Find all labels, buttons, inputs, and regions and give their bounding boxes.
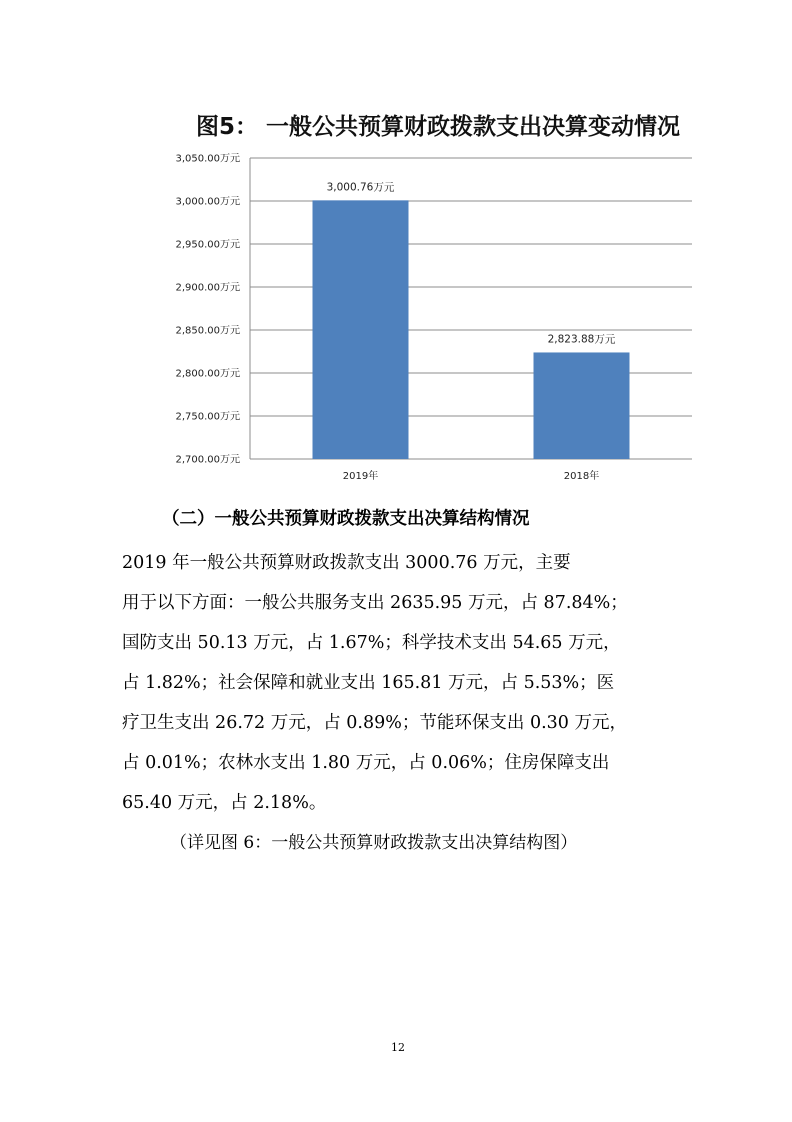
page-number: 12 [391,1041,405,1054]
paragraph-line: 2019 年一般公共预算财政拨款支出 3000.76 万元，主要 [122,553,571,573]
chart-title: 图5： 一般公共预算财政拨款支出决算变动情况 [196,114,681,140]
bar [313,200,409,459]
figure-reference-caption: （详见图 6：一般公共预算财政拨款支出决算结构图） [170,833,578,853]
y-tick-label: 2,700.00万元 [175,454,240,466]
y-tick-label: 3,000.00万元 [175,196,240,208]
y-tick-label: 2,800.00万元 [175,368,240,380]
y-tick-label: 2,950.00万元 [175,239,240,251]
paragraph-line: 用于以下方面：一般公共服务支出 2635.95 万元，占 87.84%； [122,593,628,613]
x-tick-label: 2019年 [342,471,379,482]
bar-chart [0,0,792,500]
paragraph-line: 疗卫生支出 26.72 万元，占 0.89%；节能环保支出 0.30 万元， [122,713,627,733]
paragraph-line: 占 1.82%；社会保障和就业支出 165.81 万元，占 5.53%；医 [122,673,615,693]
x-tick-label: 2018年 [563,471,600,482]
paragraph-line: 占 0.01%；农林水支出 1.80 万元，占 0.06%；住房保障支出 [122,753,610,773]
y-tick-label: 3,050.00万元 [175,153,240,165]
data-label: 2,823.88万元 [547,333,616,346]
y-tick-label: 2,850.00万元 [175,325,240,337]
y-tick-label: 2,750.00万元 [175,411,240,423]
bar [534,352,630,459]
section-heading: （二）一般公共预算财政拨款支出决算结构情况 [162,509,530,529]
y-tick-label: 2,900.00万元 [175,282,240,294]
data-label: 3,000.76万元 [326,181,395,194]
paragraph-line: 65.40 万元，占 2.18%。 [122,793,327,813]
paragraph-line: 国防支出 50.13 万元，占 1.67%；科学技术支出 54.65 万元， [122,633,621,653]
